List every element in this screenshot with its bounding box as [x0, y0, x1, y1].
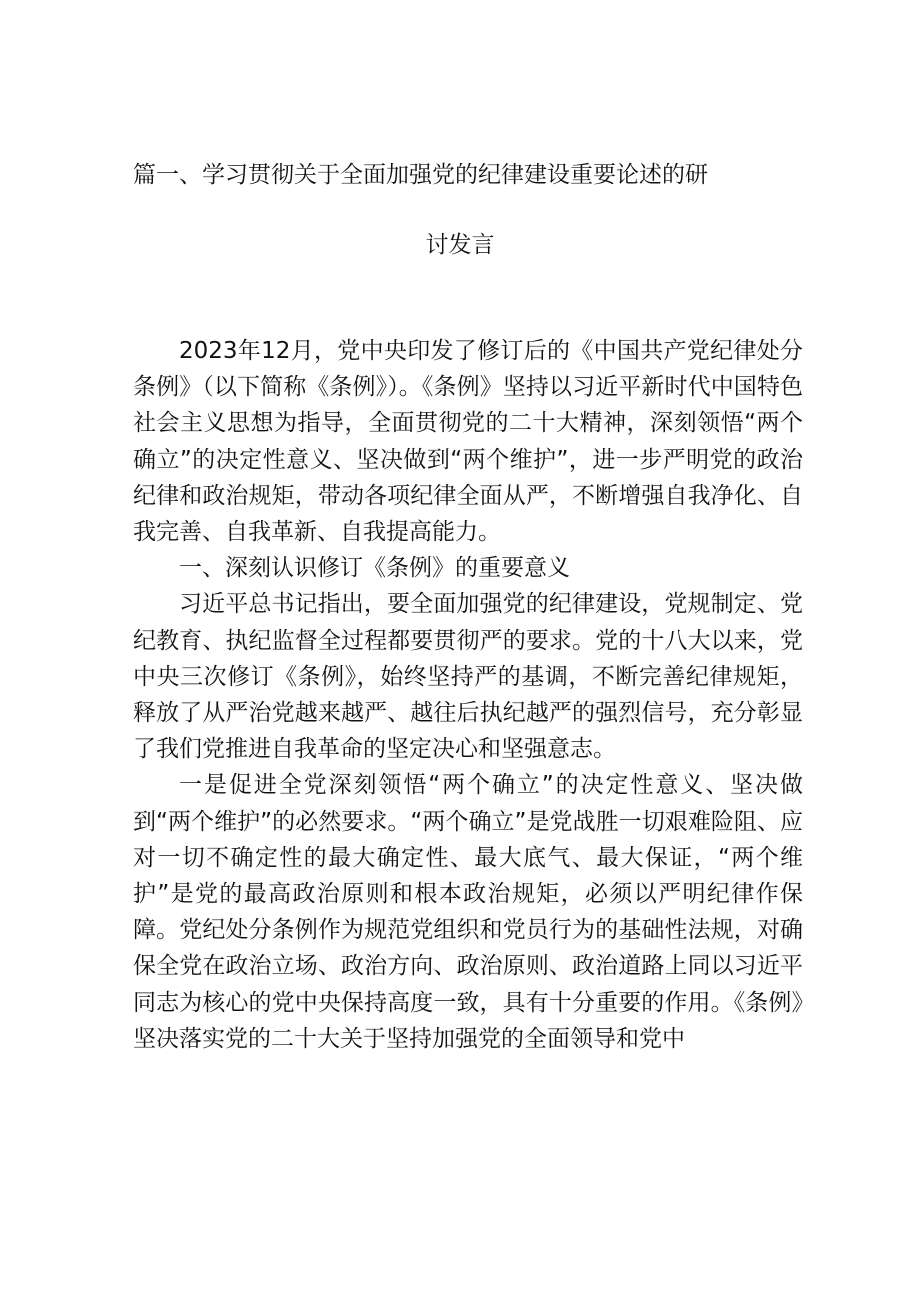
document-body [133, 333, 803, 1057]
paragraph-point-one: 一是促进全党深刻领悟“两个确立”的决定性意义、坚决做到“两个维护”的必然要求。“两个确立”是党战胜一切艰难险阻、应对一切不确定性的最大确定性、最大底气、最大保证，“两个维护”是党的最高政治原则和根本政治规矩，必须以严明纪律作保障。党纪处分条例作为规范党组织和党员行为的基础性法规，对确保全党在政治立场、政治方向、政治原则、政治道路上同以习近平同志为核心的党中央保持高度一致，具有十分重要的作用。《条例》坚决落实党的二十大关于坚持加强党的全面领导和党中 [133, 772, 803, 1052]
paragraph-intro: 2023年12月，党中央印发了修订后的《中国共产党纪律处分条例》（以下简称《条例》）。《条例》坚持以习近平新时代中国特色社会主义思想为指导，全面贯彻党的二十大精神，深刻领悟“两个确立”的决定性意义、坚决做到“两个维护”，进一步严明党的政治纪律和政治规矩，带动各项纪律全面从严，不断增强自我净化、自我完善、自我革新、自我提高能力。 [133, 338, 803, 546]
document-title-line-2: 讨发言 [425, 232, 495, 258]
paragraph-significance: 习近平总书记指出，要全面加强党的纪律建设，党规制定、党纪教育、执纪监督全过程都要贯彻严的要求。党的十八大以来，党中央三次修订《条例》，始终坚持严的基调，不断完善纪律规矩，释放了从严治党越来越严、越往后执纪越严的强烈信号，充分彰显了我们党推进自我革命的坚定决心和坚强意志。 [133, 591, 803, 763]
section-heading-1: 一、深刻认识修订《条例》的重要意义 [179, 555, 570, 582]
document-title-line-1: 篇一、学习贯彻关于全面加强党的纪律建设重要论述的研 [133, 162, 708, 188]
